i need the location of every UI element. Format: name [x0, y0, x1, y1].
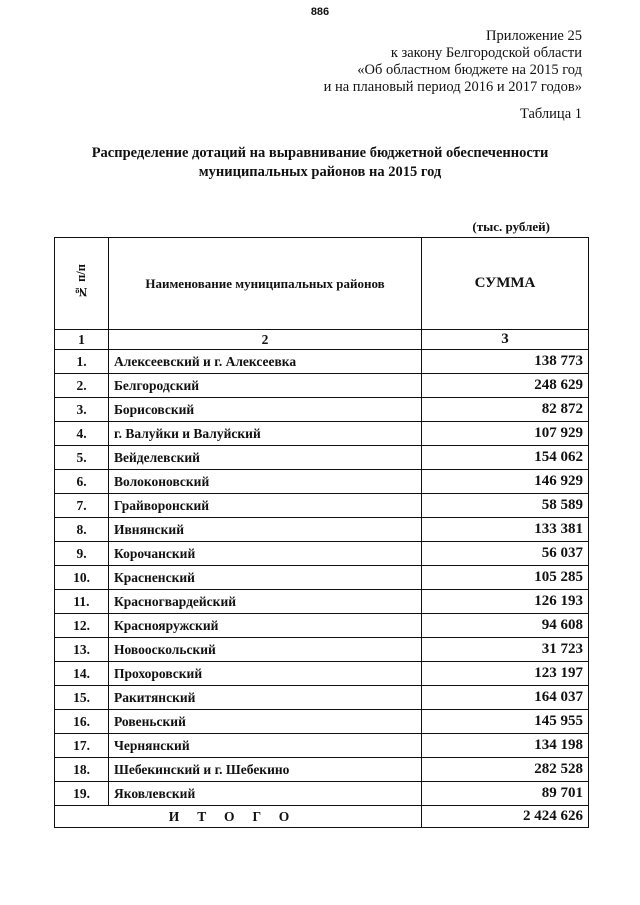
- table-row: [55, 566, 589, 590]
- table-row: [55, 590, 589, 614]
- row-number: 9.: [55, 542, 109, 566]
- district-name: Корочанский: [109, 542, 422, 566]
- total-row: [55, 806, 589, 828]
- row-number: 18.: [55, 758, 109, 782]
- district-name: Прохоровский: [109, 662, 422, 686]
- table-row: [55, 614, 589, 638]
- subsidy-amount: 56 037: [422, 542, 589, 566]
- table-row: [55, 542, 589, 566]
- row-number: 19.: [55, 782, 109, 806]
- district-name: Ровеньский: [109, 710, 422, 734]
- header-name: Наименование муниципальных районов: [109, 238, 422, 330]
- row-number: 7.: [55, 494, 109, 518]
- title-line: муниципальных районов на 2015 год: [198, 164, 442, 180]
- row-number: 4.: [55, 422, 109, 446]
- subsidy-amount: 89 701: [422, 782, 589, 806]
- title-line: Распределение дотаций на выравнивание бюджетной обеспеченности: [91, 145, 549, 161]
- district-name: Белгородский: [109, 374, 422, 398]
- row-number: 11.: [55, 590, 109, 614]
- appendix-line: к закону Белгородской области: [390, 45, 582, 61]
- district-name: Яковлевский: [109, 782, 422, 806]
- subsidy-amount: 164 037: [422, 686, 589, 710]
- subsidy-amount: 123 197: [422, 662, 589, 686]
- subsidy-amount: 146 929: [422, 470, 589, 494]
- appendix-line: и на плановый период 2016 и 2017 годов»: [323, 79, 582, 95]
- row-number: 12.: [55, 614, 109, 638]
- column-number: 1: [55, 330, 109, 350]
- table-row: [55, 734, 589, 758]
- column-number-row: [55, 330, 589, 350]
- subsidy-amount: 133 381: [422, 518, 589, 542]
- appendix-header: [324, 28, 582, 96]
- district-name: Ивнянский: [109, 518, 422, 542]
- table-row: [55, 446, 589, 470]
- district-name: Волоконовский: [109, 470, 422, 494]
- header-num: [55, 238, 109, 330]
- subsidy-table: [54, 237, 589, 828]
- subsidy-amount: 282 528: [422, 758, 589, 782]
- table-row: [55, 494, 589, 518]
- subsidy-amount: 138 773: [422, 350, 589, 374]
- district-name: Красненский: [109, 566, 422, 590]
- row-number: 16.: [55, 710, 109, 734]
- header-num-label: № п/п: [74, 263, 88, 299]
- table-row: [55, 470, 589, 494]
- district-name: Шебекинский и г. Шебекино: [109, 758, 422, 782]
- total-label: ИТОГО: [55, 806, 422, 828]
- row-number: 1.: [55, 350, 109, 374]
- table-row: [55, 758, 589, 782]
- subsidy-amount: 154 062: [422, 446, 589, 470]
- table-row: [55, 518, 589, 542]
- subsidy-amount: 31 723: [422, 638, 589, 662]
- subsidy-amount: 145 955: [422, 710, 589, 734]
- appendix-line: Приложение 25: [486, 28, 582, 44]
- table-row: [55, 398, 589, 422]
- unit-label: (тыс. рублей): [472, 219, 550, 234]
- table-row: [55, 710, 589, 734]
- district-name: Грайворонский: [109, 494, 422, 518]
- row-number: 13.: [55, 638, 109, 662]
- district-name: Чернянский: [109, 734, 422, 758]
- subsidy-amount: 126 193: [422, 590, 589, 614]
- table-row: [55, 782, 589, 806]
- district-name: Красногвардейский: [109, 590, 422, 614]
- row-number: 14.: [55, 662, 109, 686]
- appendix-line: «Об областном бюджете на 2015 год: [357, 62, 582, 78]
- row-number: 15.: [55, 686, 109, 710]
- row-number: 6.: [55, 470, 109, 494]
- subsidy-amount: 94 608: [422, 614, 589, 638]
- table-row: [55, 662, 589, 686]
- table-row: [55, 374, 589, 398]
- subsidy-amount: 58 589: [422, 494, 589, 518]
- subsidy-amount: 134 198: [422, 734, 589, 758]
- header-sum: СУММА: [422, 238, 589, 330]
- table-label: Таблица 1: [519, 106, 582, 122]
- subsidy-amount: 105 285: [422, 566, 589, 590]
- document-title: [20, 144, 620, 182]
- table-row: [55, 422, 589, 446]
- column-number: 2: [109, 330, 422, 350]
- district-name: Вейделевский: [109, 446, 422, 470]
- district-name: Краснояружский: [109, 614, 422, 638]
- subsidy-amount: 82 872: [422, 398, 589, 422]
- district-name: Алексеевский и г. Алексеевка: [109, 350, 422, 374]
- column-number: 3: [422, 330, 589, 350]
- table-row: [55, 350, 589, 374]
- page-number: 886: [310, 6, 330, 18]
- row-number: 10.: [55, 566, 109, 590]
- row-number: 17.: [55, 734, 109, 758]
- table-row: [55, 638, 589, 662]
- table-header-row: [55, 238, 589, 330]
- total-amount: 2 424 626: [422, 806, 589, 828]
- district-name: Новооскольский: [109, 638, 422, 662]
- district-name: Борисовский: [109, 398, 422, 422]
- district-name: Ракитянский: [109, 686, 422, 710]
- subsidy-amount: 107 929: [422, 422, 589, 446]
- row-number: 3.: [55, 398, 109, 422]
- row-number: 8.: [55, 518, 109, 542]
- subsidy-amount: 248 629: [422, 374, 589, 398]
- row-number: 2.: [55, 374, 109, 398]
- table-row: [55, 686, 589, 710]
- row-number: 5.: [55, 446, 109, 470]
- district-name: г. Валуйки и Валуйский: [109, 422, 422, 446]
